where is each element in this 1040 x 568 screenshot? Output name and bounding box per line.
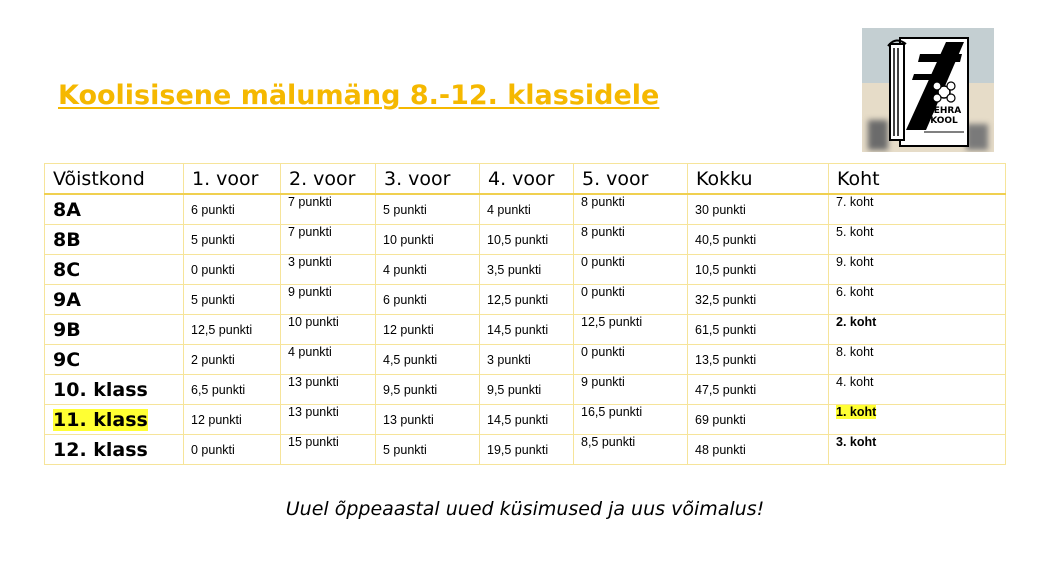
- round-1-cell: 5 punkti: [184, 285, 281, 315]
- round-2-cell: 3 punkti: [281, 255, 376, 285]
- place-label: 9. koht: [836, 255, 874, 269]
- place-label: 3. koht: [836, 435, 877, 449]
- round-3-cell: 5 punkti: [376, 435, 480, 465]
- round-2-cell: 7 punkti: [281, 194, 376, 225]
- total-cell: 30 punkti: [688, 194, 829, 225]
- team-cell: 9C: [45, 345, 184, 375]
- table-row: [45, 345, 1006, 375]
- place-cell: [829, 405, 1006, 435]
- place-cell: [829, 225, 1006, 255]
- kehra-kool-emblem-icon: [886, 34, 972, 150]
- place-cell: [829, 285, 1006, 315]
- round-4-cell: 14,5 punkti: [480, 405, 574, 435]
- table-row: [45, 405, 1006, 435]
- header-round-3: 3. voor: [376, 164, 480, 195]
- header-round-4: 4. voor: [480, 164, 574, 195]
- team-cell: 10. klass: [45, 375, 184, 405]
- table-header-row: [45, 164, 1006, 195]
- place-label: 4. koht: [836, 375, 874, 389]
- round-1-cell: 5 punkti: [184, 225, 281, 255]
- round-2-cell: 15 punkti: [281, 435, 376, 465]
- total-cell: 47,5 punkti: [688, 375, 829, 405]
- slogan-text: Uuel õppeaastal uued küsimused ja uus võimalus!: [285, 498, 765, 520]
- place-label: 6. koht: [836, 285, 874, 299]
- round-4-cell: 12,5 punkti: [480, 285, 574, 315]
- header-round-2: 2. voor: [281, 164, 376, 195]
- table-row: [45, 225, 1006, 255]
- round-4-cell: 3 punkti: [480, 345, 574, 375]
- page-title: Koolisisene mälumäng 8.-12. klassidele: [58, 80, 660, 111]
- round-4-cell: 19,5 punkti: [480, 435, 574, 465]
- place-cell: [829, 375, 1006, 405]
- round-5-cell: 8 punkti: [574, 225, 688, 255]
- place-cell: [829, 345, 1006, 375]
- round-1-cell: 0 punkti: [184, 255, 281, 285]
- header-round-5: 5. voor: [574, 164, 688, 195]
- logo-line2: KOOL: [930, 116, 958, 126]
- round-5-cell: 16,5 punkti: [574, 405, 688, 435]
- round-4-cell: 9,5 punkti: [480, 375, 574, 405]
- winner-team-label: 11. klass: [53, 408, 148, 431]
- school-logo: [862, 28, 994, 152]
- round-1-cell: 2 punkti: [184, 345, 281, 375]
- place-cell: [829, 255, 1006, 285]
- round-2-cell: 9 punkti: [281, 285, 376, 315]
- total-cell: 32,5 punkti: [688, 285, 829, 315]
- total-cell: 69 punkti: [688, 405, 829, 435]
- header-total: Kokku: [688, 164, 829, 195]
- table-row: [45, 285, 1006, 315]
- total-cell: 61,5 punkti: [688, 315, 829, 345]
- round-2-cell: 7 punkti: [281, 225, 376, 255]
- round-3-cell: 13 punkti: [376, 405, 480, 435]
- round-3-cell: 4 punkti: [376, 255, 480, 285]
- total-cell: 10,5 punkti: [688, 255, 829, 285]
- team-cell: 9B: [45, 315, 184, 345]
- round-4-cell: 10,5 punkti: [480, 225, 574, 255]
- round-2-cell: 13 punkti: [281, 375, 376, 405]
- round-1-cell: 0 punkti: [184, 435, 281, 465]
- table-row: [45, 375, 1006, 405]
- round-5-cell: 12,5 punkti: [574, 315, 688, 345]
- round-2-cell: 13 punkti: [281, 405, 376, 435]
- round-3-cell: 5 punkti: [376, 194, 480, 225]
- round-3-cell: 12 punkti: [376, 315, 480, 345]
- round-4-cell: 3,5 punkti: [480, 255, 574, 285]
- total-cell: 13,5 punkti: [688, 345, 829, 375]
- team-cell: 8B: [45, 225, 184, 255]
- table-row: [45, 255, 1006, 285]
- team-cell: [45, 405, 184, 435]
- round-1-cell: 6,5 punkti: [184, 375, 281, 405]
- results-table: [44, 163, 1006, 465]
- round-3-cell: 9,5 punkti: [376, 375, 480, 405]
- logo-line1: KEHRA: [926, 106, 962, 116]
- round-4-cell: 4 punkti: [480, 194, 574, 225]
- round-1-cell: 12 punkti: [184, 405, 281, 435]
- total-cell: 48 punkti: [688, 435, 829, 465]
- round-5-cell: 0 punkti: [574, 255, 688, 285]
- round-2-cell: 10 punkti: [281, 315, 376, 345]
- round-3-cell: 10 punkti: [376, 225, 480, 255]
- table-row: [45, 435, 1006, 465]
- team-cell: 12. klass: [45, 435, 184, 465]
- team-cell: 8A: [45, 194, 184, 225]
- round-5-cell: 0 punkti: [574, 345, 688, 375]
- place-cell: [829, 435, 1006, 465]
- round-2-cell: 4 punkti: [281, 345, 376, 375]
- table-row: [45, 194, 1006, 225]
- place-label: 7. koht: [836, 195, 874, 209]
- round-1-cell: 6 punkti: [184, 194, 281, 225]
- place-label: 2. koht: [836, 315, 877, 329]
- round-4-cell: 14,5 punkti: [480, 315, 574, 345]
- place-cell: [829, 315, 1006, 345]
- team-cell: 9A: [45, 285, 184, 315]
- team-cell: 8C: [45, 255, 184, 285]
- logo-text: [922, 106, 966, 126]
- round-5-cell: 8 punkti: [574, 194, 688, 225]
- header-place: Koht: [829, 164, 1006, 195]
- header-round-1: 1. voor: [184, 164, 281, 195]
- round-5-cell: 0 punkti: [574, 285, 688, 315]
- place-label: 1. koht: [836, 405, 877, 419]
- header-team: Võistkond: [45, 164, 184, 195]
- round-1-cell: 12,5 punkti: [184, 315, 281, 345]
- total-cell: 40,5 punkti: [688, 225, 829, 255]
- table-row: [45, 315, 1006, 345]
- round-3-cell: 6 punkti: [376, 285, 480, 315]
- place-label: 8. koht: [836, 345, 874, 359]
- round-5-cell: 8,5 punkti: [574, 435, 688, 465]
- round-3-cell: 4,5 punkti: [376, 345, 480, 375]
- place-label: 5. koht: [836, 225, 874, 239]
- round-5-cell: 9 punkti: [574, 375, 688, 405]
- place-cell: [829, 194, 1006, 225]
